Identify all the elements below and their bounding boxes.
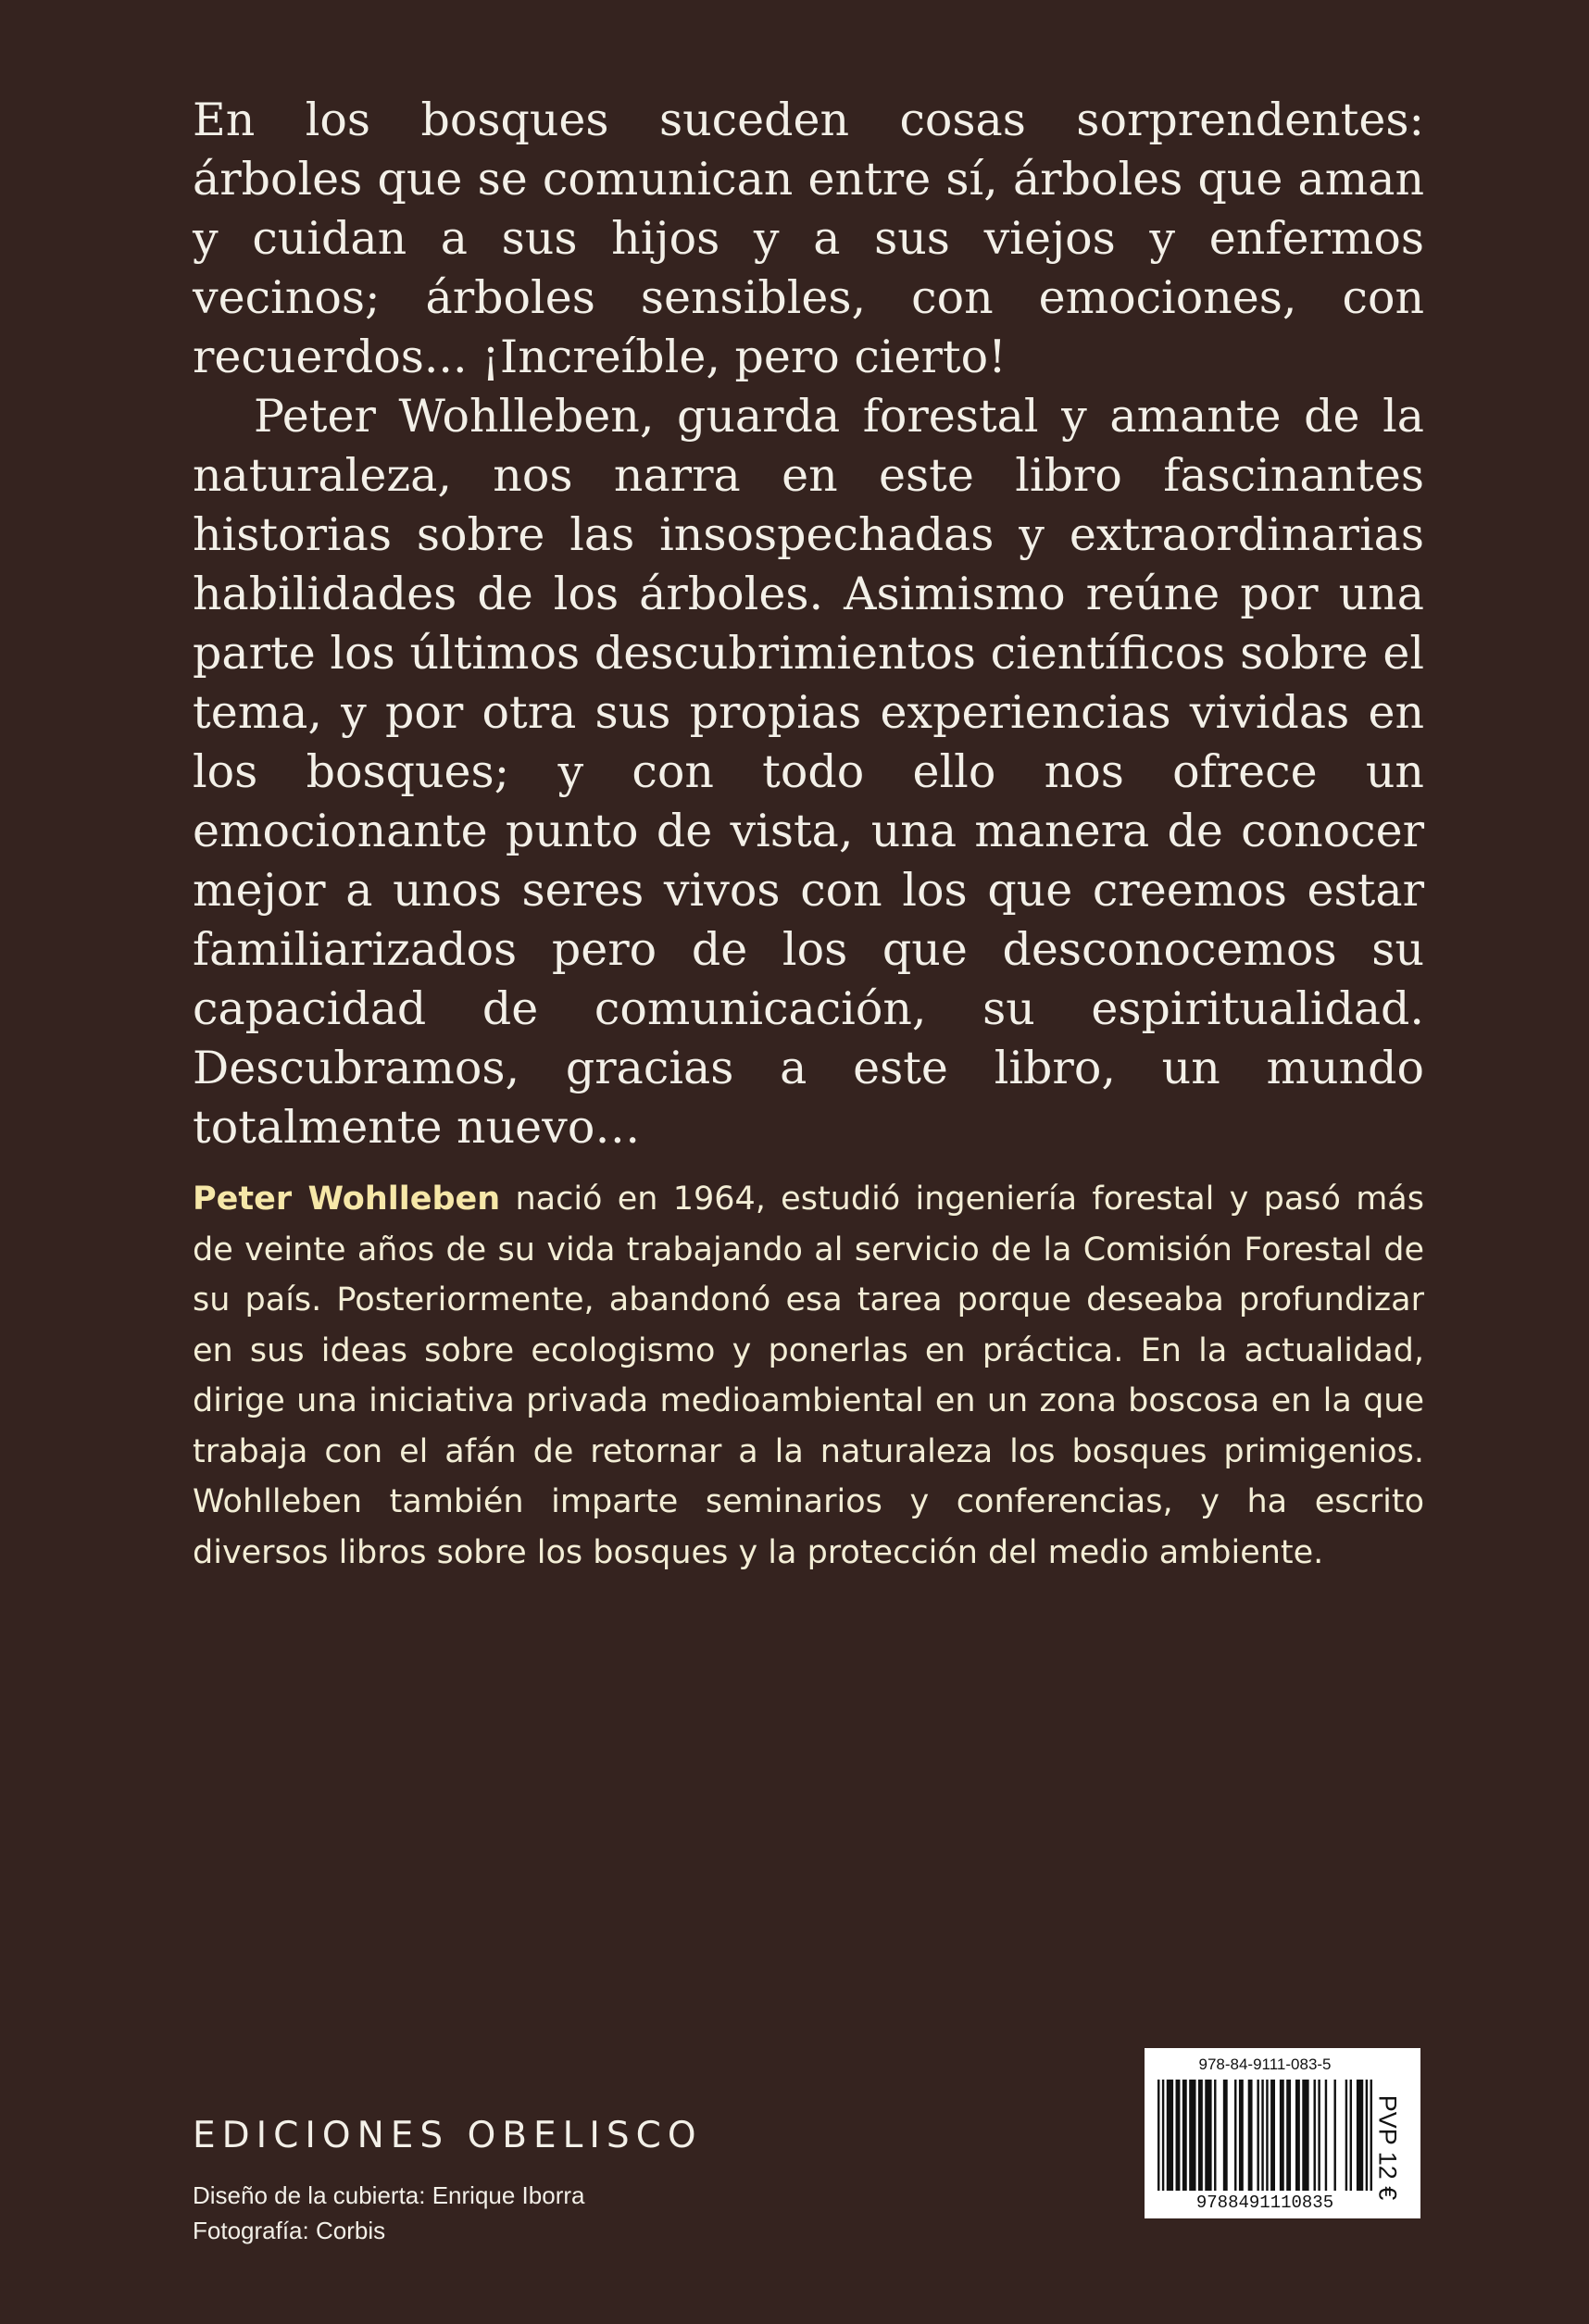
barcode-bar xyxy=(1357,2080,1363,2191)
barcode-bar xyxy=(1248,2080,1253,2191)
barcode-bar xyxy=(1270,2080,1275,2191)
barcode-bar xyxy=(1295,2080,1300,2191)
ean-digits: 9788491110835 xyxy=(1195,2193,1334,2213)
barcode-bar xyxy=(1261,2080,1263,2191)
barcode-bar xyxy=(1162,2080,1164,2191)
barcode-bar xyxy=(1280,2080,1284,2191)
author-bio-text: nació en 1964, estudió ingeniería forestal y pasó más de veinte años de su vida trabajando al servicio de la Comisión Forestal de su país. Posteriormente, abandonó esa tarea porque deseaba profundizar en sus ideas sobre ecologismo y ponerlas en práctica. En la actualidad, dirige una iniciativa privada medioambiental en un zona boscosa en la que trabaja con el afán de retornar a la naturaleza los bosques primigenios. Wohlleben también imparte seminarios y conferencias, y ha escrito diversos libros sobre los bosques y la protección del medio ambiente. xyxy=(193,1181,1424,1571)
barcode-bar xyxy=(1286,2080,1291,2191)
barcode-bar xyxy=(1350,2080,1352,2191)
barcode-bar xyxy=(1205,2080,1211,2191)
barcode-bar xyxy=(1325,2080,1327,2191)
barcode-bar xyxy=(1167,2080,1173,2191)
author-name: Peter Wohlleben xyxy=(193,1181,501,1218)
barcode-icon xyxy=(1157,2080,1372,2191)
price-label: PVP 12 € xyxy=(1373,2094,1402,2201)
barcode-bar xyxy=(1314,2080,1316,2191)
barcode-bar xyxy=(1239,2080,1244,2191)
barcode-bar xyxy=(1198,2080,1203,2191)
design-credit: Diseño de la cubierta: Enrique Iborra xyxy=(193,2181,585,2209)
barcode-bar xyxy=(1302,2080,1308,2191)
isbn-number: 978-84-9111-083-5 xyxy=(1198,2055,1332,2073)
cover-credits xyxy=(193,2178,584,2248)
author-bio xyxy=(193,1174,1424,1578)
barcode-bar xyxy=(1214,2080,1216,2191)
synopsis-paragraph-1: En los bosques suceden cosas sorprendentes: árboles que se comunican entre sí, árboles que aman y cuidan a sus hijos y a sus viejos y enfermos vecinos; árboles sensibles, con emociones, con recuerdos... ¡Increíble, pero cierto! xyxy=(193,94,1424,383)
photo-credit: Fotografía: Corbis xyxy=(193,2217,386,2244)
synopsis xyxy=(193,91,1424,1157)
barcode-bar xyxy=(1266,2080,1268,2191)
publisher-name: EDICIONES OBELISCO xyxy=(193,2115,703,2156)
barcode-bar xyxy=(1182,2080,1187,2191)
barcode-bar xyxy=(1189,2080,1195,2191)
barcode-bar xyxy=(1257,2080,1258,2191)
barcode-bar xyxy=(1345,2080,1347,2191)
synopsis-paragraph-2: Peter Wohlleben, guarda forestal y amante de la naturaleza, nos narra en este libro fascinantes historias sobre las insospechadas y extraordinarias habilidades de los árboles. Asimismo reúne por una parte los últimos descubrimientos científicos sobre el tema, y por otra sus propias experiencias vividas en los bosques; y con todo ello nos ofrece un emocionante punto de vista, una manera de conocer mejor a unos seres vivos con los que creemos estar familiarizados pero de los que desconocemos su capacidad de comunicación, su espiritualidad. Descubramos, gracias a este libro, un mundo totalmente nuevo… xyxy=(193,390,1424,1154)
barcode-bar xyxy=(1333,2080,1335,2191)
barcode-bar xyxy=(1157,2080,1159,2191)
barcode-bar xyxy=(1234,2080,1236,2191)
barcode-bar xyxy=(1318,2080,1320,2191)
barcode-bar xyxy=(1366,2080,1368,2191)
barcode-bar xyxy=(1223,2080,1228,2191)
barcode-bar xyxy=(1176,2080,1181,2191)
barcode-label xyxy=(1145,2048,1420,2218)
